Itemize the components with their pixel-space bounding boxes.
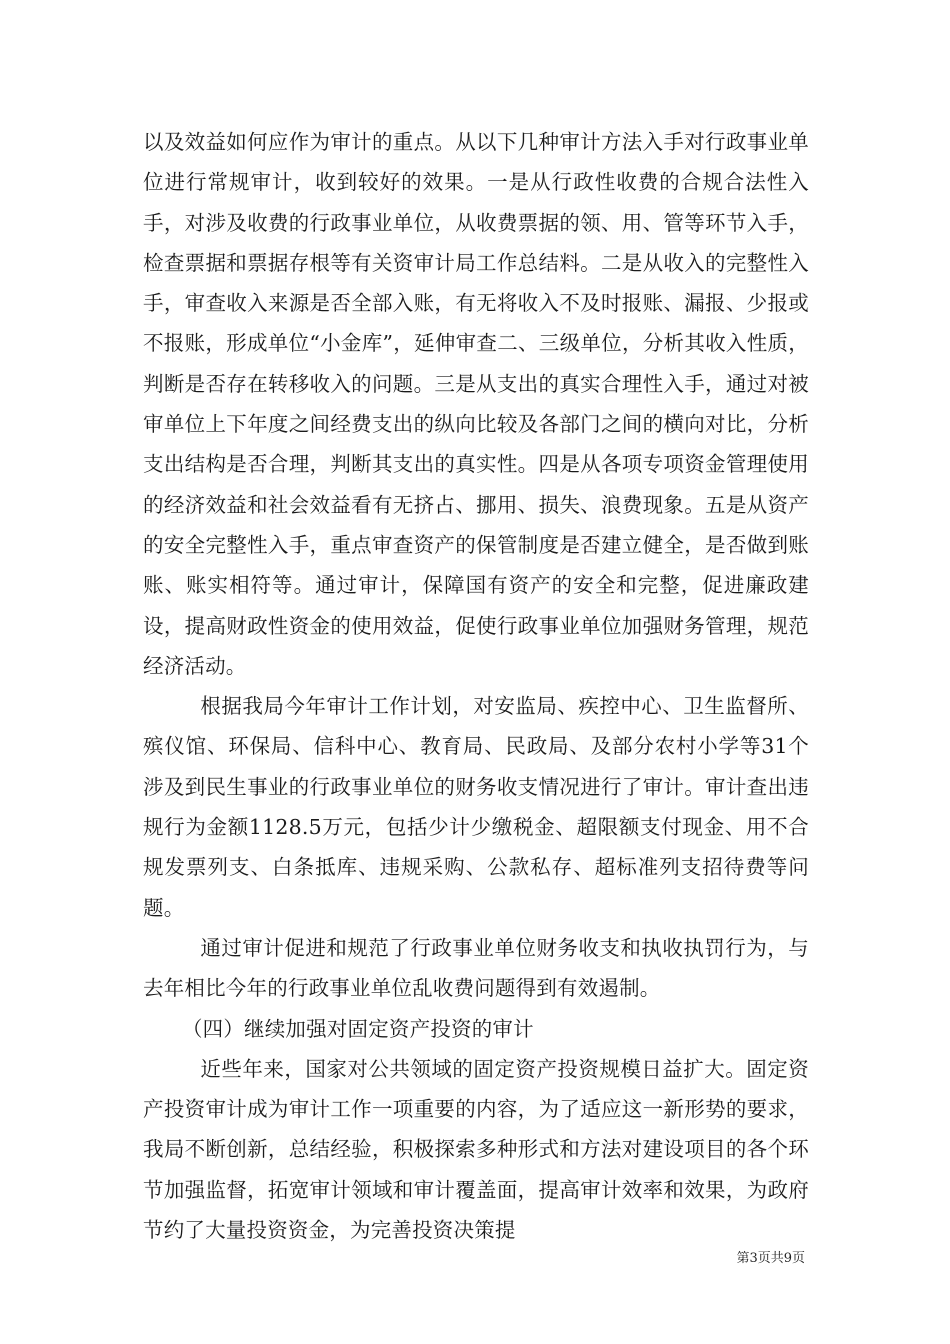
document-body (143, 122, 809, 1250)
paragraph-audit-results: 根据我局今年审计工作计划，对安监局、疾控中心、卫生监督所、殡仪馆、环保局、信科中心、教育局、民政局、及部分农村小学等31个涉及到民生事业的行政事业单位的财务收支情况进行了审计。审计查出违规行为金额1128.5万元，包括少计少缴税金、超限额支付现金、用不合规发票列支、白条抵库、违规采购、公款私存、超标准列支招待费等问题。 (143, 694, 809, 920)
paragraph-audit-effect: 通过审计促进和规范了行政事业单位财务收支和执收执罚行为，与去年相比今年的行政事业单位乱收费问题得到有效遏制。 (143, 935, 809, 1001)
section-heading: （四）继续加强对固定资产投资的审计 (181, 1016, 534, 1041)
page-number-footer: 第3页共9页 (736, 1251, 805, 1266)
paragraph-audit-methods: 以及效益如何应作为审计的重点。从以下几种审计方法入手对行政事业单位进行常规审计，收到较好的效果。一是从行政性收费的合规合法性入手，对涉及收费的行政事业单位，从收费票据的领、用、管等环节入手，检查票据和票据存根等有关资审计局工作总结料。二是从收入的完整性入手，审查收入来源是否全部入账，有无将收入不及时报账、漏报、少报或不报账，形成单位“小金库”，延伸审查二、三级单位，分析其收入性质，判断是否存在转移收入的问题。三是从支出的真实合理性入手，通过对被审单位上下年度之间经费支出的纵向比较及各部门之间的横向对比，分析支出结构是否合理，判断其支出的真实性。四是从各项专项资金管理使用的经济效益和社会效益看有无挤占、挪用、损失、浪费现象。五是从资产的安全完整性入手，重点审查资产的保管制度是否建立健全，是否做到账账、账实相符等。通过审计，保障国有资产的安全和完整，促进廉政建设，提高财政性资金的使用效益，促使行政事业单位加强财务管理，规范经济活动。 (143, 130, 809, 678)
paragraph-fixed-asset-investment: 近些年来，国家对公共领域的固定资产投资规模日益扩大。固定资产投资审计成为审计工作一项重要的内容，为了适应这一新形势的要求，我局不断创新，总结经验，积极探索多种形式和方法对建设项目的各个环节加强监督，拓宽审计领域和审计覆盖面，提高审计效率和效果，为政府节约了大量投资资金，为完善投资决策提 (143, 1056, 809, 1243)
